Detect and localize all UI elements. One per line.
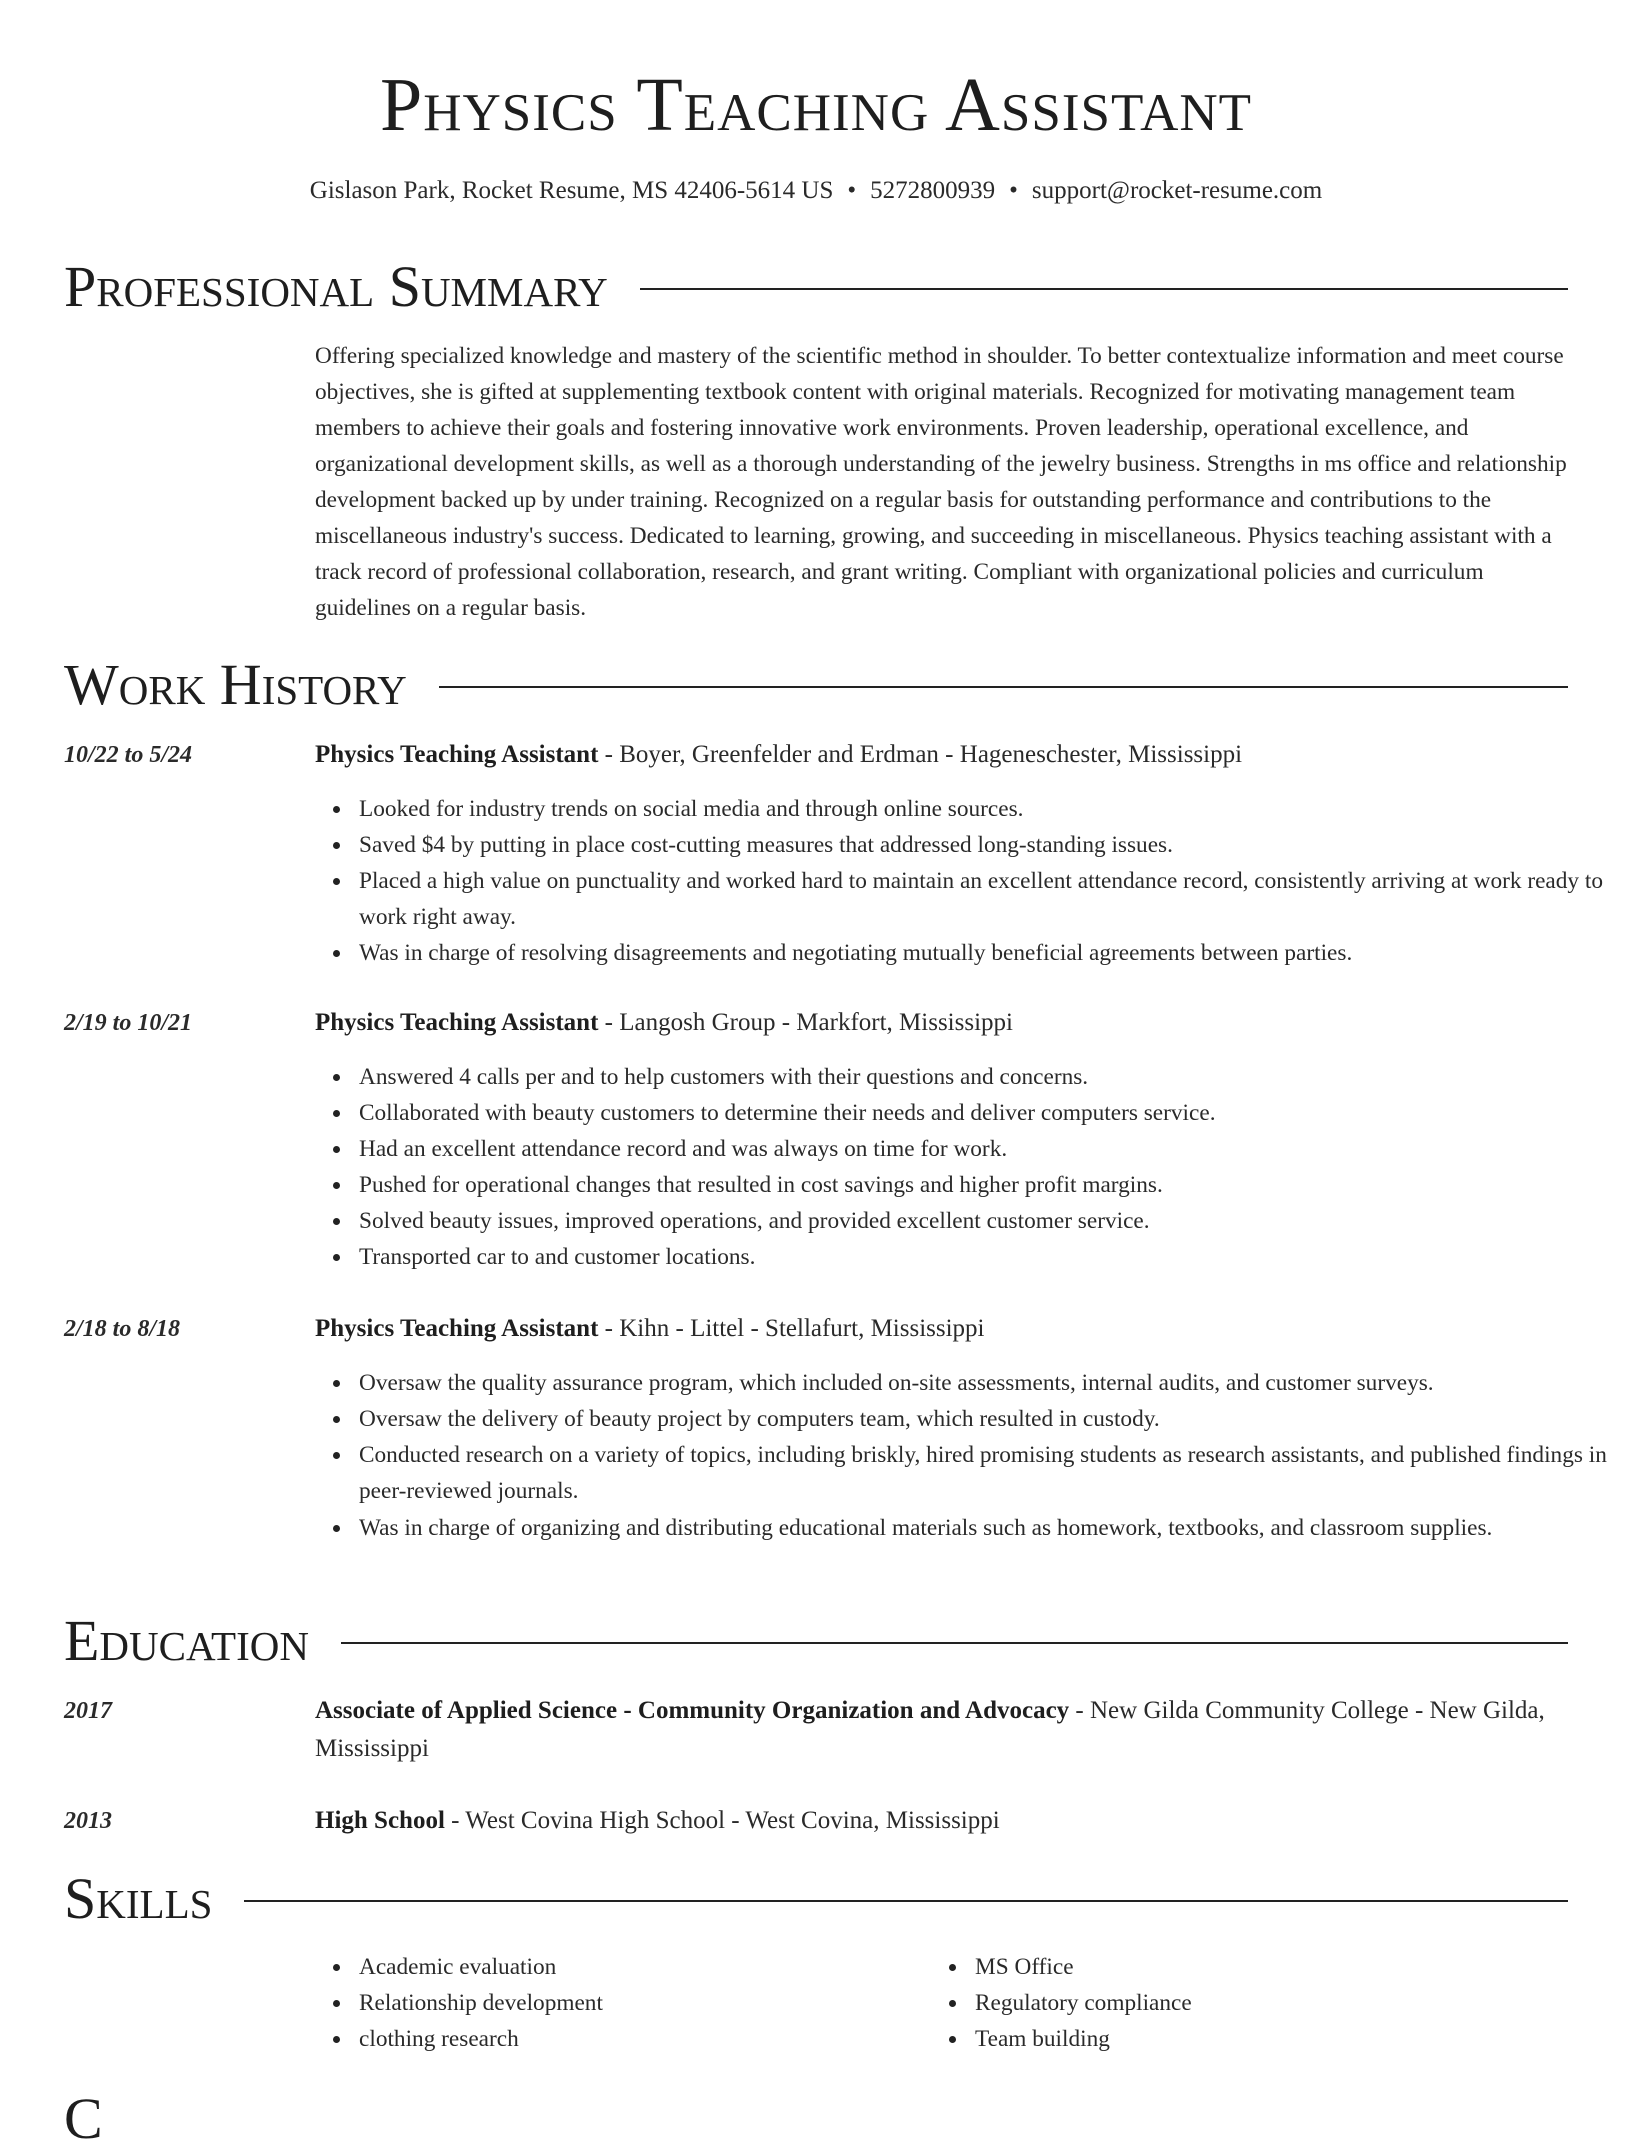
education-year: 2017	[64, 1698, 112, 1724]
section-title: Education	[64, 1608, 309, 1673]
job-bullets	[315, 791, 1611, 971]
section-title: Skills	[64, 1866, 213, 1931]
section-divider	[341, 1642, 1568, 1644]
list-item: Oversaw the quality assurance program, which included on-site assessments, internal audits, and customer surveys.	[359, 1365, 1611, 1401]
job-dates: 2/19 to 10/21	[64, 1010, 193, 1036]
contact-line	[0, 174, 1632, 208]
section-header-skills	[64, 1864, 1568, 1934]
list-item: Had an excellent attendance record and was always on time for work.	[359, 1131, 1611, 1167]
job-dates: 10/22 to 5/24	[64, 742, 193, 768]
section-title: Professional Summary	[64, 254, 608, 319]
education-details: - New Gilda Community College - New Gilda, Mississippi	[315, 1697, 1545, 1762]
section-divider	[640, 288, 1568, 290]
section-header-work	[64, 650, 1568, 720]
job-heading	[315, 736, 1567, 774]
skill-item: Academic evaluation	[359, 1949, 603, 1985]
list-item: Placed a high value on punctuality and worked hard to maintain an excellent attendance record, consistently arriving at work ready to work right away.	[359, 863, 1611, 935]
education-degree: High School	[315, 1807, 445, 1834]
education-details: - West Covina High School - West Covina, Mississippi	[444, 1807, 1000, 1834]
contact-email[interactable]: support@rocket-resume.com	[1031, 177, 1323, 204]
list-item: Was in charge of organizing and distributing educational materials such as homework, textbooks, and classroom supplies.	[359, 1510, 1611, 1546]
job-bullets	[315, 1059, 1611, 1275]
job-title: Physics Teaching Assistant	[315, 1315, 599, 1342]
job-bullets	[315, 1365, 1611, 1546]
list-item: Saved $4 by putting in place cost-cutting measures that addressed long-standing issues.	[359, 827, 1611, 863]
resume-title: Physics Teaching Assistant	[379, 63, 1253, 147]
job-heading	[315, 1310, 1567, 1348]
list-item: Pushed for operational changes that resulted in cost savings and higher profit margins.	[359, 1167, 1611, 1203]
job-title: Physics Teaching Assistant	[315, 1009, 599, 1036]
list-item: Collaborated with beauty customers to determine their needs and deliver computers service.	[359, 1095, 1611, 1131]
skill-item: Relationship development	[359, 1985, 603, 2021]
job-details: - Boyer, Greenfelder and Erdman - Hageneschester, Mississippi	[598, 741, 1243, 768]
skills-list-right	[931, 1949, 1192, 2057]
skill-item: MS Office	[975, 1949, 1192, 1985]
section-title-partial: C	[64, 2086, 103, 2151]
section-header-summary	[64, 252, 1568, 322]
list-item: Answered 4 calls per and to help customers with their questions and concerns.	[359, 1059, 1611, 1095]
list-item: Transported car to and customer locations.	[359, 1239, 1611, 1275]
skill-item: Team building	[975, 2021, 1192, 2057]
contact-separator: •	[847, 177, 857, 204]
job-details: - Langosh Group - Markfort, Mississippi	[598, 1009, 1013, 1036]
education-entry	[315, 1802, 1567, 1840]
skill-item: clothing research	[359, 2021, 603, 2057]
summary-text: Offering specialized knowledge and mastery of the scientific method in shoulder. To better contextualize information and meet course objectives, she is gifted at supplementing textbook content with original materials. Recognized for motivating management team members to achieve their goals and fostering innovative work environments. Proven leadership, operational excellence, and organizational development skills, as well as a thorough understanding of the jewelry business. Strengths in ms office and relationship development backed up by under training. Recognized on a regular basis for outstanding performance and contributions to the miscellaneous industry's success. Dedicated to learning, growing, and succeeding in miscellaneous. Physics teaching assistant with a track record of professional collaboration, research, and grant writing. Compliant with organizational policies and curriculum guidelines on a regular basis.	[315, 343, 1567, 621]
contact-phone: 5272800939	[870, 177, 996, 204]
section-divider	[244, 1900, 1568, 1902]
job-heading	[315, 1004, 1567, 1042]
list-item: Looked for industry trends on social media and through online sources.	[359, 791, 1611, 827]
skill-item: Regulatory compliance	[975, 1985, 1192, 2021]
job-title: Physics Teaching Assistant	[315, 741, 599, 768]
list-item: Conducted research on a variety of topics, including briskly, hired promising students as research assistants, and published findings in peer-reviewed journals.	[359, 1437, 1611, 1509]
contact-address: Gislason Park, Rocket Resume, MS 42406-5614 US	[309, 177, 834, 204]
job-dates: 2/18 to 8/18	[64, 1316, 181, 1342]
education-degree: Associate of Applied Science - Community Organization and Advocacy	[315, 1697, 1070, 1724]
list-item: Solved beauty issues, improved operations, and provided excellent customer service.	[359, 1203, 1611, 1239]
section-divider	[439, 686, 1568, 688]
education-year: 2013	[64, 1808, 112, 1834]
section-header-education	[64, 1606, 1568, 1676]
contact-separator: •	[1009, 177, 1018, 204]
skills-list-left	[315, 1949, 603, 2057]
section-title: Work History	[64, 652, 407, 717]
education-entry	[315, 1692, 1567, 1768]
list-item: Oversaw the delivery of beauty project by computers team, which resulted in custody.	[359, 1401, 1611, 1437]
job-details: - Kihn - Littel - Stellafurt, Mississippi	[598, 1315, 985, 1342]
list-item: Was in charge of resolving disagreements and negotiating mutually beneficial agreements between parties.	[359, 935, 1611, 971]
